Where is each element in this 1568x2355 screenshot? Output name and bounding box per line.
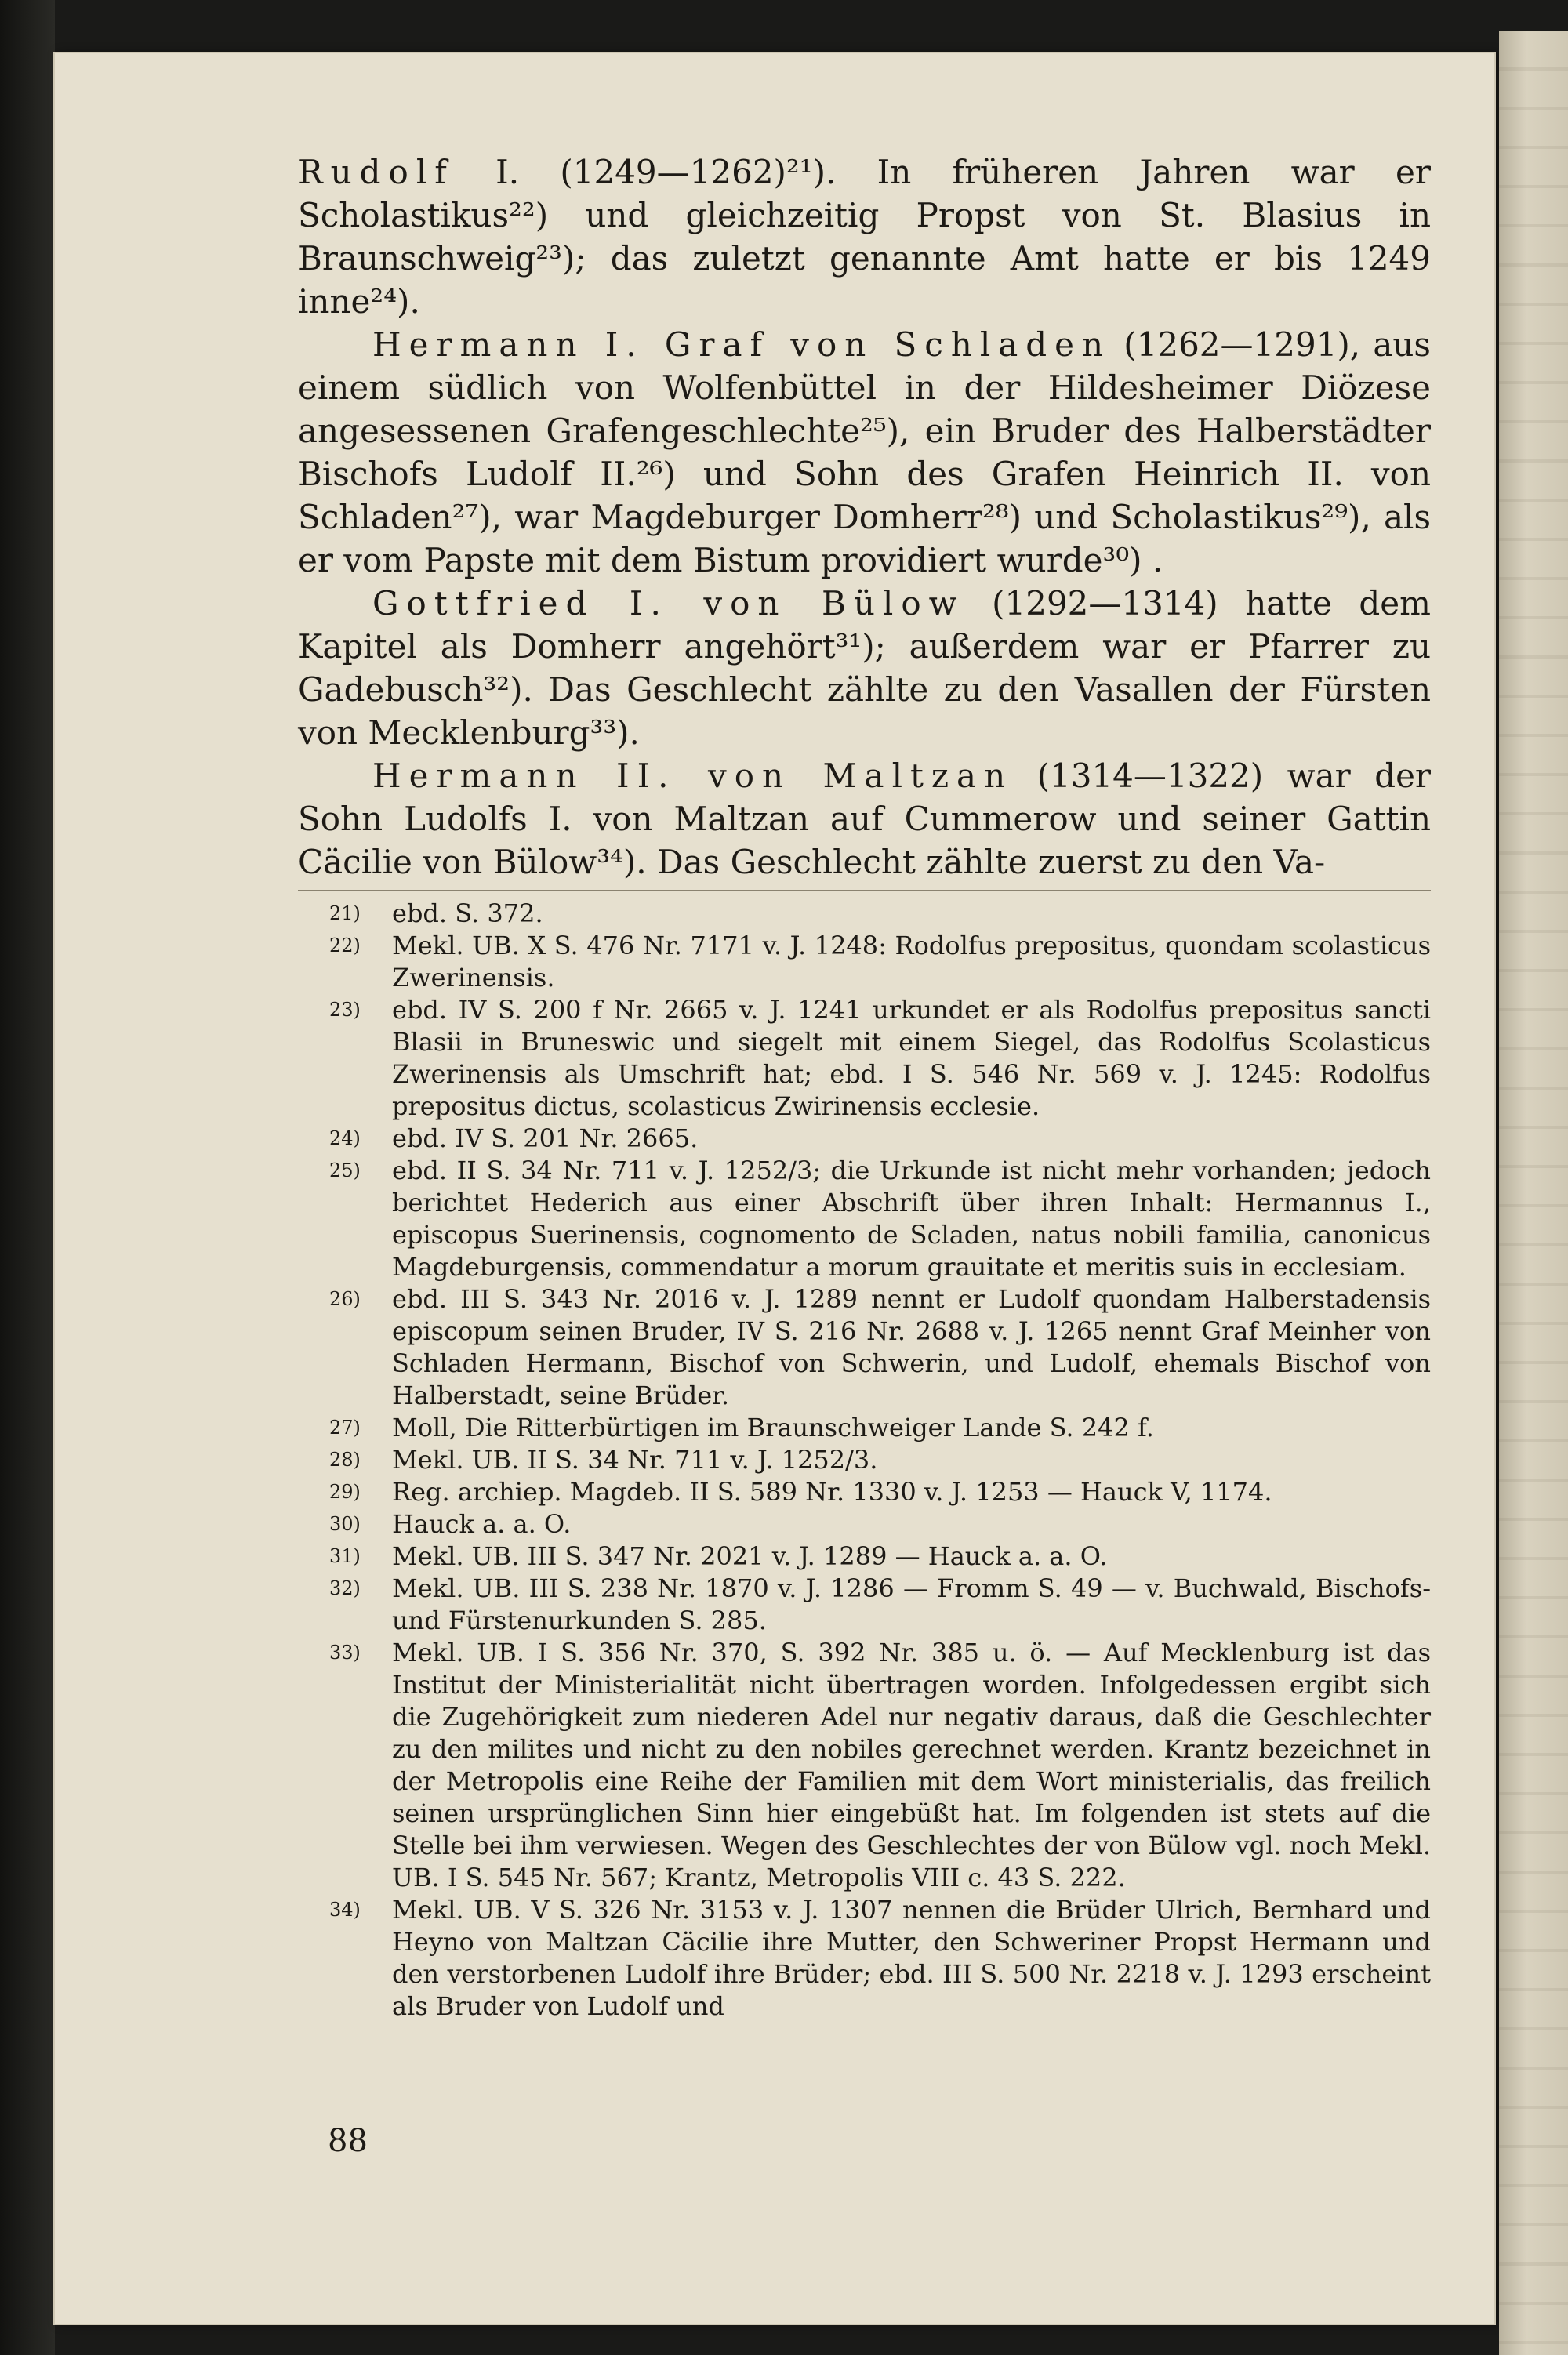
footnote bbox=[298, 1412, 1431, 1444]
footnote-number: 34) bbox=[329, 1899, 361, 1921]
footnote-number: 21) bbox=[329, 902, 361, 924]
footnote bbox=[298, 1573, 1431, 1637]
footnote-text: ebd. IV S. 200 f Nr. 2665 v. J. 1241 urkundet er als Rodolfus prepositus sancti Blasii in Bruneswic und siegelt mit einem Siegel, das Rodolfus Scolasticus Zwerinensis als Umschrift hat; ebd. I S. 546 Nr. 569 v. J. 1245: Rodolfus prepositus dictus, scolasticus Zwirinensis ecclesie. bbox=[392, 995, 1431, 1121]
footnote-number: 32) bbox=[329, 1577, 361, 1599]
footnote-number: 25) bbox=[329, 1159, 361, 1181]
scan-background bbox=[0, 0, 55, 2355]
paragraph-text: (1262—1291), aus einem südlich von Wolfenbüttel in der Hildesheimer Diözese angesessenen Grafengeschlechte²⁵), ein Bruder des Halberstädter Bischofs Ludolf II.²⁶) und Sohn des Grafen Heinrich II. von Schladen²⁷), war Magdeburger Domherr²⁸) und Scholastikus²⁹), als er vom Papste mit dem Bistum providiert wurde³⁰) . bbox=[298, 325, 1431, 579]
paragraph-rudolf bbox=[298, 151, 1431, 323]
footnote bbox=[298, 1508, 1431, 1540]
footnote-text: Mekl. UB. V S. 326 Nr. 3153 v. J. 1307 nennen die Brüder Ulrich, Bernhard und Heyno von Maltzan Cäcilie ihre Mutter, den Schweriner Propst Hermann und den verstorbenen Ludolf ihre Brüder; ebd. III S. 500 Nr. 2218 v. J. 1293 erscheint als Bruder von Ludolf und bbox=[392, 1895, 1431, 2021]
footnote-text: Mekl. UB. III S. 347 Nr. 2021 v. J. 1289 — Hauck a. a. O. bbox=[392, 1541, 1108, 1571]
footnote-text: Hauck a. a. O. bbox=[392, 1509, 572, 1539]
page-number: 88 bbox=[328, 2123, 368, 2159]
spaced-name: Hermann I. Graf von Schladen bbox=[372, 325, 1112, 364]
spaced-name: Gottfried I. von Bülow bbox=[372, 584, 965, 622]
footnote-text: Mekl. UB. III S. 238 Nr. 1870 v. J. 1286 — Fromm S. 49 — v. Buchwald, Bischofs- und Fürstenurkunden S. 285. bbox=[392, 1573, 1431, 1635]
spaced-name: Rudolf bbox=[298, 153, 455, 191]
footnote-text: ebd. II S. 34 Nr. 711 v. J. 1252/3; die Urkunde ist nicht mehr vorhanden; jedoch berichtet Hederich aus einer Abschrift über ihren Inhalt: Hermannus I., episcopus Suerinensis, cognomento de Scladen, natus nobili familia, canonicus Magdeburgensis, commendatur a morum grauitate et meritis suis in ecclesiam. bbox=[392, 1156, 1431, 1282]
footnote-text: ebd. S. 372. bbox=[392, 898, 543, 928]
footnote-number: 33) bbox=[329, 1642, 361, 1664]
paragraph-hermann-1 bbox=[298, 323, 1431, 582]
footnote-rule bbox=[298, 890, 1431, 891]
footnote-number: 26) bbox=[329, 1288, 361, 1310]
footnote-number: 31) bbox=[329, 1545, 361, 1567]
footnote-text: Moll, Die Ritterbürtigen im Braunschweiger Lande S. 242 f. bbox=[392, 1413, 1154, 1442]
footnote bbox=[298, 1444, 1431, 1476]
paragraph-gottfried bbox=[298, 582, 1431, 754]
footnote-text: ebd. IV S. 201 Nr. 2665. bbox=[392, 1123, 699, 1153]
spaced-name: Hermann II. von Maltzan bbox=[372, 757, 1014, 795]
footnote bbox=[298, 1123, 1431, 1155]
paragraph-text: (1292—1314) hatte dem Kapitel als Domherr angehört³¹); außerdem war er Pfarrer zu Gadebusch³²). Das Geschlecht zählte zu den Vasallen der Fürsten von Mecklenburg³³). bbox=[298, 584, 1431, 752]
paragraph-text: I. (1249—1262)²¹). In früheren Jahren war er Scholastikus²²) und gleichzeitig Propst von St. Blasius in Braunschweig²³); das zuletzt genannte Amt hatte er bis 1249 inne²⁴). bbox=[298, 153, 1431, 321]
paragraph-text: (1314—1322) war der Sohn Ludolfs I. von Maltzan auf Cummerow und seiner Gattin Cäcilie von Bülow³⁴). Das Geschlecht zählte zuerst zu den Va- bbox=[298, 757, 1432, 881]
footnote-number: 22) bbox=[329, 934, 361, 956]
footnote-text: ebd. III S. 343 Nr. 2016 v. J. 1289 nennt er Ludolf quondam Halberstadensis episcopum seinen Bruder, IV S. 216 Nr. 2688 v. J. 1265 nennt Graf Meinher von Schladen Hermann, Bischof von Schwerin, und Ludolf, ehemals Bischof von Halberstadt, seine Brüder. bbox=[392, 1284, 1431, 1410]
footnote bbox=[298, 930, 1431, 994]
footnote bbox=[298, 1476, 1431, 1508]
bleed-through-text bbox=[1499, 31, 1568, 2355]
footnote bbox=[298, 1155, 1431, 1283]
footnote-number: 28) bbox=[329, 1449, 361, 1471]
paragraph-hermann-2 bbox=[298, 754, 1431, 884]
footnote-text: Mekl. UB. I S. 356 Nr. 370, S. 392 Nr. 385 u. ö. — Auf Mecklenburg ist das Institut der Ministerialität nicht übertragen worden. Infolgedessen ergibt sich die Zugehörigkeit zum niederen Adel nur negativ daraus, daß die Geschlechter zu den milites und nicht zu den nobiles gerechnet werden. Krantz bezeichnet in der Metropolis eine Reihe der Familien mit dem Wort ministerialis, das freilich seinen ursprünglichen Sinn hier eingebüßt hat. Im folgenden ist stets auf die Stelle bei ihm verwiesen. Wegen des Geschlechtes der von Bülow vgl. noch Mekl. UB. I S. 545 Nr. 567; Krantz, Metropolis VIII c. 43 S. 222. bbox=[392, 1638, 1431, 1892]
footnote-text: Mekl. UB. X S. 476 Nr. 7171 v. J. 1248: Rodolfus prepositus, quondam scolasticus Zwerinensis. bbox=[392, 931, 1431, 992]
footnote bbox=[298, 1540, 1431, 1573]
footnote-number: 24) bbox=[329, 1127, 361, 1149]
footnote-text: Reg. archiep. Magdeb. II S. 589 Nr. 1330 v. J. 1253 — Hauck V, 1174. bbox=[392, 1477, 1272, 1507]
footnote bbox=[298, 898, 1431, 930]
footnote-number: 27) bbox=[329, 1417, 361, 1439]
footnotes bbox=[298, 898, 1431, 2023]
footnote-number: 30) bbox=[329, 1513, 361, 1535]
footnote bbox=[298, 994, 1431, 1123]
footnote bbox=[298, 1637, 1431, 1894]
footnote bbox=[298, 1283, 1431, 1412]
footnote-text: Mekl. UB. II S. 34 Nr. 711 v. J. 1252/3. bbox=[392, 1445, 878, 1475]
footnote-number: 23) bbox=[329, 999, 361, 1021]
footnote bbox=[298, 1894, 1431, 2023]
main-text bbox=[298, 151, 1431, 884]
footnote-number: 29) bbox=[329, 1481, 361, 1503]
adjacent-page-edge bbox=[1499, 31, 1568, 2355]
